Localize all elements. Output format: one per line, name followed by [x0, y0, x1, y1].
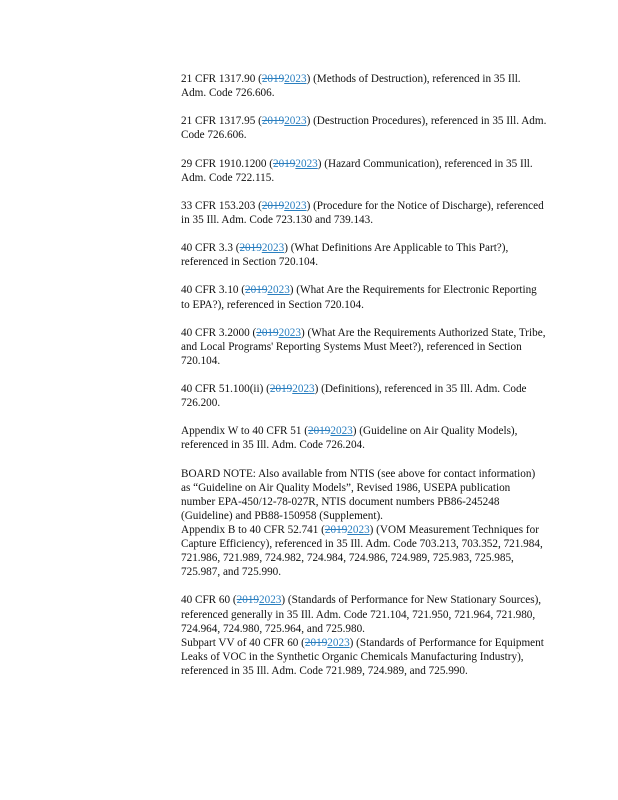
deleted-year: 2019 — [236, 594, 260, 607]
inserted-year: 2023 — [327, 636, 350, 649]
entry-description: ) (What Are the Requirements for Electronic Reporting to EPA?), referenced in Section 720.104. — [181, 284, 537, 311]
reference-entry-4 — [181, 199, 547, 227]
entry-citation: 21 CFR 1317.90 ( — [181, 73, 262, 85]
entry-description: ) (Methods of Destruction), referenced in 35 Ill. Adm. Code 726.606. — [181, 73, 521, 100]
entry-citation: 40 CFR 3.2000 ( — [181, 326, 257, 339]
entry-citation: Appendix B to 40 CFR 52.741 ( — [181, 524, 325, 536]
entry-citation: 40 CFR 60 ( — [181, 594, 237, 607]
deleted-year: 2019 — [324, 524, 348, 536]
entry-citation: 33 CFR 153.203 ( — [181, 199, 262, 212]
deleted-year: 2019 — [269, 383, 293, 396]
inserted-year: 2023 — [330, 425, 353, 438]
reference-entry-8 — [181, 382, 547, 410]
reference-entry-1 — [181, 72, 547, 100]
entry-description: ) (What Are the Requirements Authorized State, Tribe, and Local Programs' Reporting Systems Must Meet?), referenced in Section 720.104. — [181, 326, 546, 367]
reference-entry-9 — [181, 424, 547, 452]
entry-citation: 40 CFR 51.100(ii) ( — [181, 383, 270, 396]
entry-description: ) (What Definitions Are Applicable to This Part?), referenced in Section 720.104. — [181, 242, 509, 269]
deleted-year: 2019 — [273, 157, 296, 170]
inserted-year: 2023 — [259, 594, 282, 607]
entry-citation: 40 CFR 3.10 ( — [181, 284, 246, 297]
inserted-year: 2023 — [284, 199, 307, 212]
entry-description: ) (Standards of Performance for New Stationary Sources), referenced generally in 35 Ill. Adm. Code 721.104, 721.950, 721.964, 721.980, 724.964, 724.980, 725.964, and 725.980. — [181, 594, 542, 635]
deleted-year: 2019 — [239, 242, 262, 255]
inserted-year: 2023 — [267, 284, 290, 297]
reference-entry-6 — [181, 283, 547, 311]
entry-description: ) (Destruction Procedures), referenced in 35 Ill. Adm. Code 726.606. — [181, 115, 547, 142]
inserted-year: 2023 — [261, 242, 285, 255]
reference-entry-5 — [181, 241, 547, 269]
board-note: BOARD NOTE: Also available from NTIS (see above for contact information) as “Guideline on Air Quality Models”, Revised 1986, USEPA publication number EPA-450/12-78-027R, NTIS document numbers PB86-245248 (Guideline) and PB88-150958 (Supplement). — [181, 467, 536, 522]
deleted-year: 2019 — [245, 284, 268, 297]
reference-entry-2 — [181, 114, 547, 142]
deleted-year: 2019 — [256, 326, 279, 339]
reference-entry-7 — [181, 326, 547, 368]
entry-description: ) (Guideline on Air Quality Models), referenced in 35 Ill. Adm. Code 726.204. — [181, 425, 518, 452]
entry-description: ) (Hazard Communication), referenced in 35 Ill. Adm. Code 722.115. — [181, 157, 533, 184]
deleted-year: 2019 — [261, 73, 285, 85]
inserted-year: 2023 — [284, 73, 307, 85]
reference-entry-subpart-vv — [181, 636, 547, 678]
reference-entry-3 — [181, 157, 547, 185]
entry-description: ) (VOM Measurement Techniques for Capture Efficiency), referenced in 35 Ill. Adm. Code 703.213, 703.352, 721.984, 721.986, 721.989, 724.982, 724.984, 724.986, 724.989, 725.983, 725.985, 725.987, and 725.990. — [181, 524, 543, 579]
inserted-year: 2023 — [284, 115, 307, 128]
reference-entry-part-60 — [181, 593, 547, 635]
document-body — [181, 72, 547, 692]
entry-description: ) (Procedure for the Notice of Discharge), referenced in 35 Ill. Adm. Code 723.130 and 739.143. — [181, 199, 544, 226]
reference-entry-appendix-b — [181, 523, 547, 579]
deleted-year: 2019 — [304, 636, 328, 649]
deleted-year: 2019 — [308, 425, 331, 438]
deleted-year: 2019 — [261, 199, 285, 212]
deleted-year: 2019 — [261, 115, 285, 128]
inserted-year: 2023 — [292, 383, 315, 396]
entry-citation: Subpart VV of 40 CFR 60 ( — [181, 636, 305, 649]
entry-citation: 29 CFR 1910.1200 ( — [181, 157, 273, 170]
entry-citation: 40 CFR 3.3 ( — [181, 242, 240, 255]
inserted-year: 2023 — [347, 524, 370, 536]
entry-citation: 21 CFR 1317.95 ( — [181, 115, 262, 128]
entry-description: ) (Definitions), referenced in 35 Ill. Adm. Code 726.200. — [181, 383, 527, 410]
entry-description: ) (Standards of Performance for Equipment Leaks of VOC in the Synthetic Organic Chemicals Manufacturing Industry), referenced in 35 Ill. Adm. Code 721.989, 724.989, and 725.990. — [181, 636, 544, 677]
inserted-year: 2023 — [278, 326, 301, 339]
entry-citation: Appendix W to 40 CFR 51 ( — [181, 425, 309, 438]
inserted-year: 2023 — [295, 157, 318, 170]
